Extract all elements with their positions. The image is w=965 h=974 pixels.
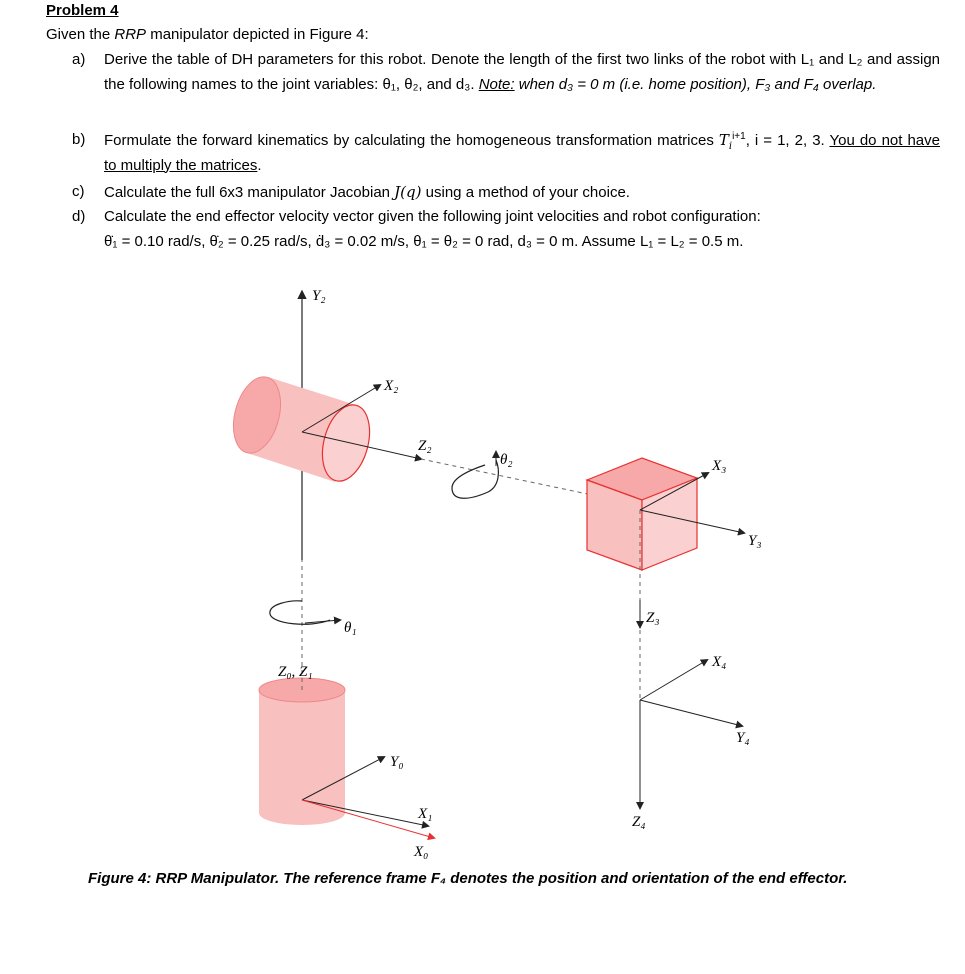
label-x4: X₄ [712, 654, 727, 670]
label-x3: X₃ [712, 458, 727, 474]
prismatic-cube [587, 458, 697, 570]
figure-caption: Figure 4: RRP Manipulator. The reference frame F₄ denotes the position and orientation of the end effector. [88, 870, 848, 887]
part-b: b) Formulate the forward kinematics by calculating the homogeneous transformation matrices $T_i^{i+1}$, i = 1, 2, 3. You do not have to multiply the matrices. [72, 131, 940, 174]
part-d: d) Calculate the end effector velocity vector given the following joint velocities and robot configuration: θ̇₁ = 0.10 rad/s, θ̇₂ = 0.25 rad/s, ḋ₃ = 0.02 m/s, θ₁ = θ₂ = 0 rad, d₃ = 0 m. Assume L₁ = L₂ = 0.5 m. [72, 208, 761, 250]
problem-title: Problem 4 [46, 2, 119, 19]
label-x2: X₂ [384, 378, 399, 394]
label-z4: Z₄ [632, 814, 646, 830]
theta1-arc [270, 601, 330, 624]
label-y2: Y₂ [312, 288, 326, 304]
base-cylinder [259, 678, 345, 825]
y4-axis [640, 700, 742, 726]
label-y3: Y₃ [748, 533, 762, 549]
problem-intro: Given the RRP manipulator depicted in Figure 4: [46, 26, 369, 43]
label-x1: X₁ [418, 806, 433, 822]
part-a: a) Derive the table of DH parameters for this robot. Denote the length of the first two links of the robot with L₁ and L₂ and assign the following names to the joint variables: θ₁, θ₂, and d₃. Note: when d₃ = 0 m (i.e. home position), F₃ and F₄ overlap. [72, 51, 940, 93]
theta2-arc [452, 460, 498, 498]
part-c: c) Calculate the full 6x3 manipulator Jacobian J(q) using a method of your choice. [72, 183, 630, 201]
label-theta1: θ₁ [344, 620, 357, 636]
label-z2: Z₂ [418, 438, 432, 454]
label-z0z1: Z₀, Z₁ [278, 664, 313, 680]
label-theta2: θ₂ [500, 452, 513, 468]
rrp-manipulator-figure [0, 270, 965, 870]
label-x0: X₀ [414, 844, 429, 860]
link2-cylinder [226, 372, 378, 487]
x4-axis [640, 660, 707, 700]
label-y0: Y₀ [390, 754, 404, 770]
label-y4: Y₄ [736, 730, 750, 746]
label-z3: Z₃ [646, 610, 660, 626]
